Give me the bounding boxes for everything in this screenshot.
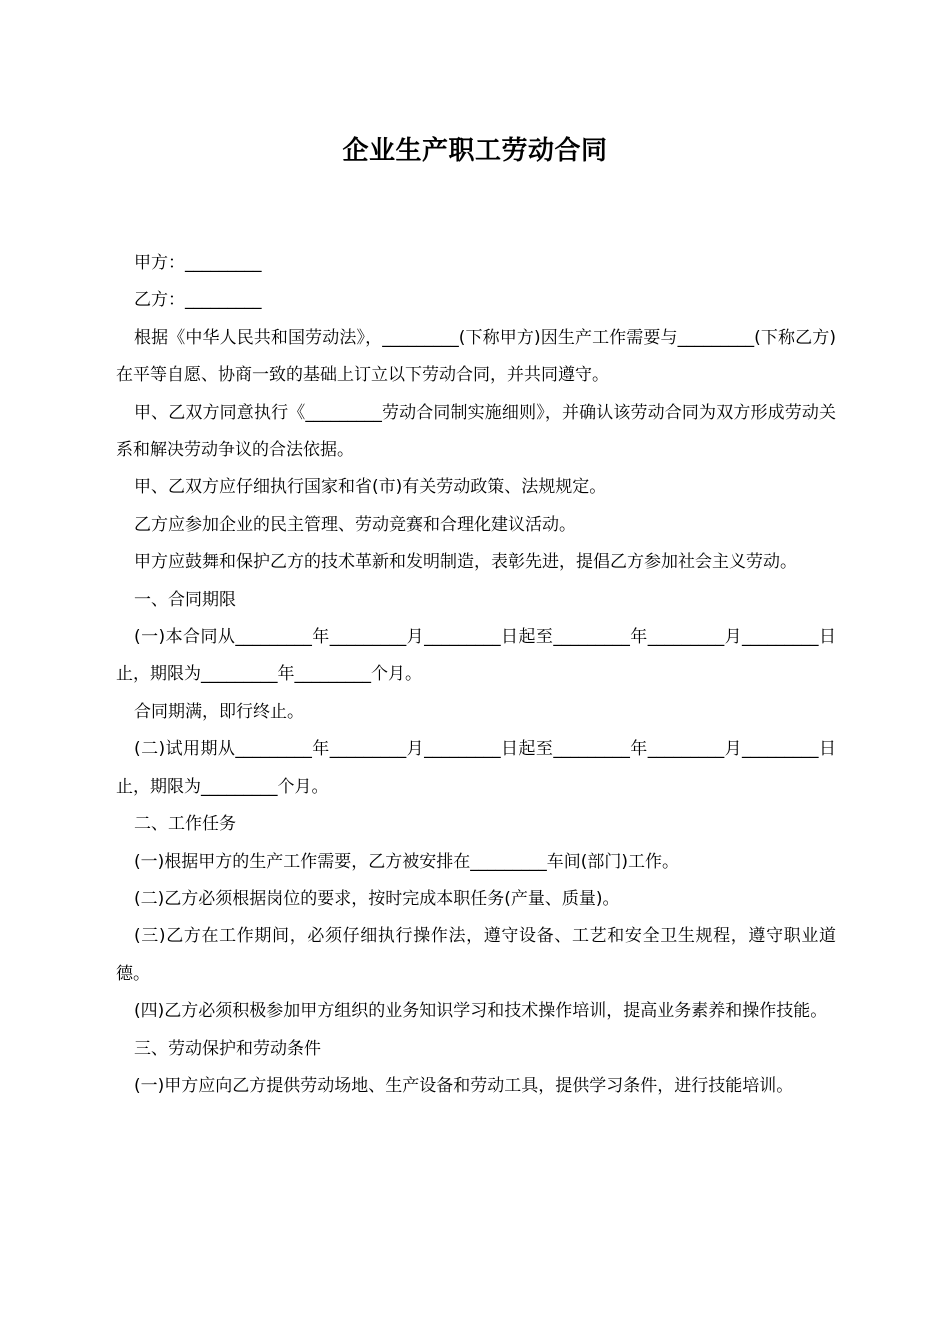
party-b-line: 乙方：_________ [134, 290, 262, 311]
task-clause-3: (三)乙方在工作期间，必须仔细执行操作法，遵守设备、工艺和安全卫生规程，遵守职业道德。 [116, 926, 836, 984]
preamble-paragraph: 根据《中华人民共和国劳动法》，_________(下称甲方)因生产工作需要与_________(下称乙方)在平等自愿、协商一致的基础上订立以下劳动合同，并共同遵守。 [116, 327, 836, 386]
document-body [116, 245, 836, 1105]
document-title: 企业生产职工劳动合同 [342, 136, 608, 166]
section-heading-tasks: 二、工作任务 [134, 814, 236, 835]
task-clause-2: (二)乙方必须根据岗位的要求，按时完成本职任务(产量、质量)。 [134, 888, 620, 909]
section-heading-protection: 三、劳动保护和劳动条件 [134, 1038, 321, 1059]
term-expiry-line: 合同期满，即行终止。 [134, 701, 304, 722]
term-clause-2: (二)试用期从_________年_________月_________日起至_________年_________月_________日止，期限为_________个月。 [116, 739, 836, 797]
party-a-line: 甲方：_________ [134, 253, 262, 273]
task-clause-4: (四)乙方必须积极参加甲方组织的业务知识学习和技术操作培训，提高业务素养和操作技能。 [134, 1001, 828, 1022]
innovation-paragraph: 甲方应鼓舞和保护乙方的技术革新和发明制造，表彰先进，提倡乙方参加社会主义劳动。 [134, 552, 797, 573]
section-heading-term: 一、合同期限 [134, 589, 236, 610]
rules-paragraph: 甲、乙双方同意执行《_________劳动合同制实施细则》，并确认该劳动合同为双方形成劳动关系和解决劳动争议的合法依据。 [116, 402, 836, 461]
policy-paragraph: 甲、乙双方应仔细执行国家和省(市)有关劳动政策、法规规定。 [134, 477, 607, 498]
management-paragraph: 乙方应参加企业的民主管理、劳动竞赛和合理化建议活动。 [134, 514, 576, 535]
protection-clause-1: (一)甲方应向乙方提供劳动场地、生产设备和劳动工具，提供学习条件，进行技能培训。 [134, 1075, 794, 1096]
task-clause-1: (一)根据甲方的生产工作需要，乙方被安排在_________车间(部门)工作。 [134, 851, 680, 872]
term-clause-1: (一)本合同从_________年_________月_________日起至_________年_________月_________日止，期限为_________年_________个月。 [116, 627, 836, 685]
